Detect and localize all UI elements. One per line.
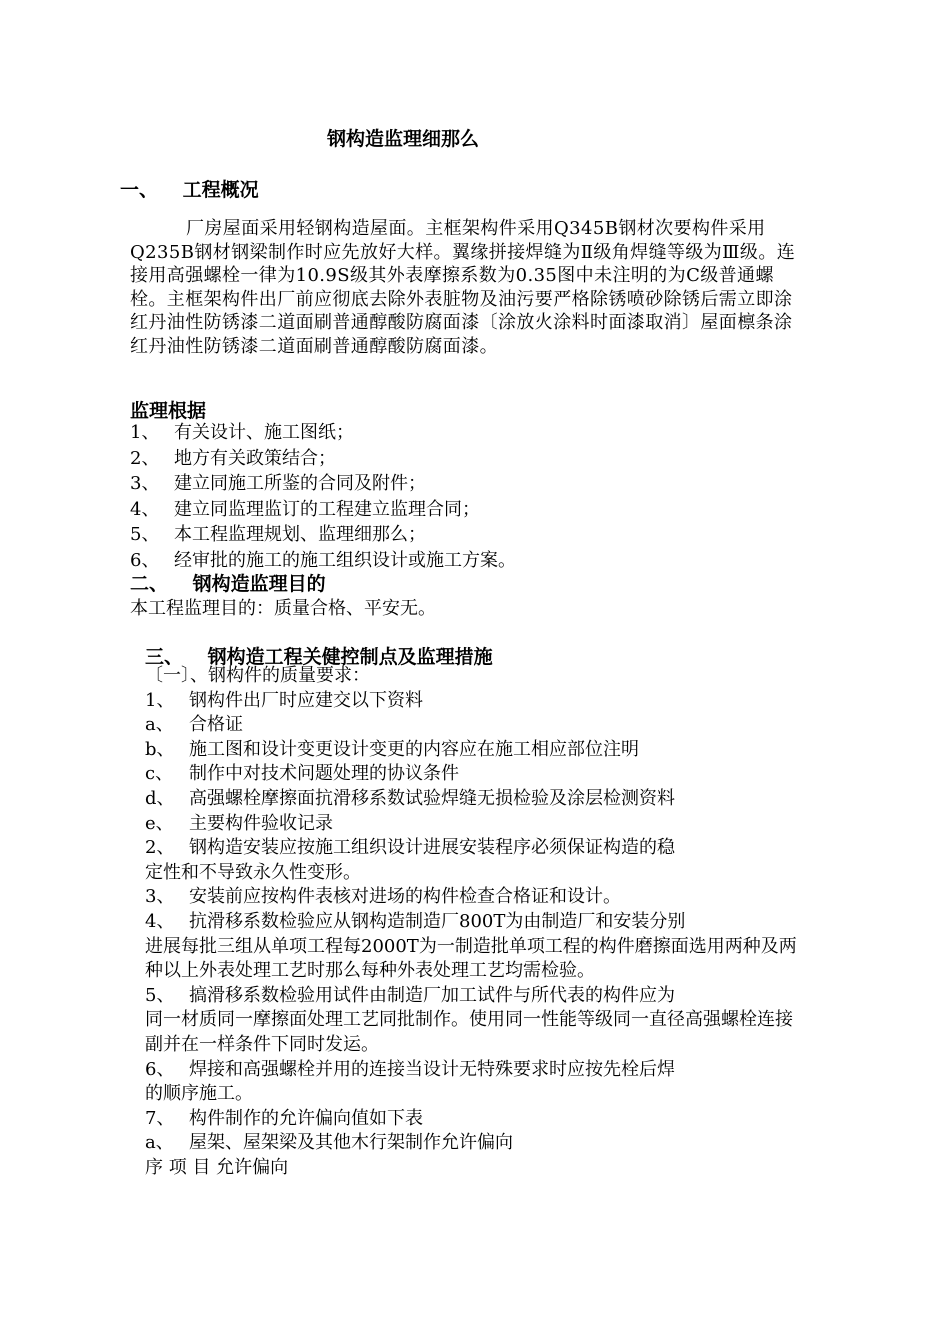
section-1-title: 工程概况 [182,179,259,201]
list-item: 5、 本工程监理规划、监理细那么； [130,524,426,546]
list-item: 3、 安装前应按构件表核对进场的构件检查合格证和设计。 [145,886,621,908]
list-item: 1、 有关设计、施工图纸； [130,422,354,443]
intro-text: 厂房屋面采用轻钢构造屋面。主框架构件采用Q345B钢材次要构件采用Q235B钢材钢梁制作时应先放好大样。翼缘拼接焊缝为Ⅱ级角焊缝等级为Ⅲ级。连接用高强螺栓一律为10.9S级其外表摩擦系数为0.35图中未注明的为C级普通螺栓。主框架构件出厂前应彻底去除外表脏物及油污要严格除锈喷砂除锈后需立即涂红丹油性防锈漆二道面刷普通醇酸防腐面漆〔涂放火涂料时面漆取消〕屋面檩条涂红丹油性防锈漆二道面刷普通醇酸防腐面漆。 [130,218,796,357]
basis-heading: 监理根据 [130,400,207,422]
list-item-continuation: 定性和不导致永久性变形。 [145,861,361,883]
list-item: 7、 构件制作的允许偏向值如下表 [145,1107,423,1129]
list-item: 3、 建立同施工所鉴的合同及附件； [130,473,426,495]
list-item-continuation: 进展每批三组从单项工程每2000T为一制造批单项工程的构件磨擦面选用两种及两种以上外表处理工艺时那么每种外表处理工艺均需检验。 [145,935,797,982]
list-item: d、 高强螺栓摩擦面抗滑移系数试验焊缝无损检验及涂层检测资料 [145,787,675,809]
section-2-title: 钢构造监理目的 [192,573,326,595]
section-3-subheading: 〔一〕、钢构件的质量要求： [145,665,370,686]
list-item: 5、 搞滑移系数检验用试件由制造厂加工试件与所代表的构件应为 [145,984,675,1006]
intro-paragraph [130,217,810,359]
section-1-number: 一、 [120,179,159,201]
section-2-heading [130,569,326,596]
section-2-text: 本工程监理目的：质量合格、平安无。 [130,598,436,619]
table-header: 序 项 目 允许偏向 [145,1156,289,1178]
list-item-continuation: 的顺序施工。 [145,1083,253,1105]
list-item: 2、 地方有关政策结合； [130,447,336,469]
list-item: a、 合格证 [145,714,243,736]
document-title: 钢构造监理细那么 [326,128,479,150]
list-item: c、 制作中对技术问题处理的协议条件 [145,763,459,785]
list-item: 4、 抗滑移系数检验应从钢构造制造厂800T为由制造厂和安装分别 [145,910,686,932]
list-item: 2、 钢构造安装应按施工组织设计进展安装程序必须保证构造的稳 [145,837,675,859]
list-item: a、 屋架、屋架梁及其他木行架制作允许偏向 [145,1132,513,1154]
list-item: 6、 经审批的施工的施工组织设计或施工方案。 [130,549,516,571]
section-3-number: 三、 [145,646,184,668]
list-item-continuation: 同一材质同一摩擦面处理工艺同批制作。使用同一性能等级同一直径高强螺栓连接副并在一样条件下同时发运。 [145,1009,793,1055]
section-1-heading [120,175,259,202]
list-item: b、 施工图和设计变更设计变更的内容应在施工相应部位注明 [145,738,639,760]
list-item: 4、 建立同监理监订的工程建立监理合同； [130,498,480,520]
section-3-body [145,664,805,1180]
basis-list [130,420,516,574]
list-item: e、 主要构件验收记录 [145,812,333,834]
list-item: 1、 钢构件出厂时应建交以下资料 [145,689,423,711]
list-item: 6、 焊接和高强螺栓并用的连接当设计无特殊要求时应按先栓后焊 [145,1058,675,1080]
section-3-title: 钢构造工程关健控制点及监理措施 [207,646,493,668]
section-2-number: 二、 [130,573,169,595]
